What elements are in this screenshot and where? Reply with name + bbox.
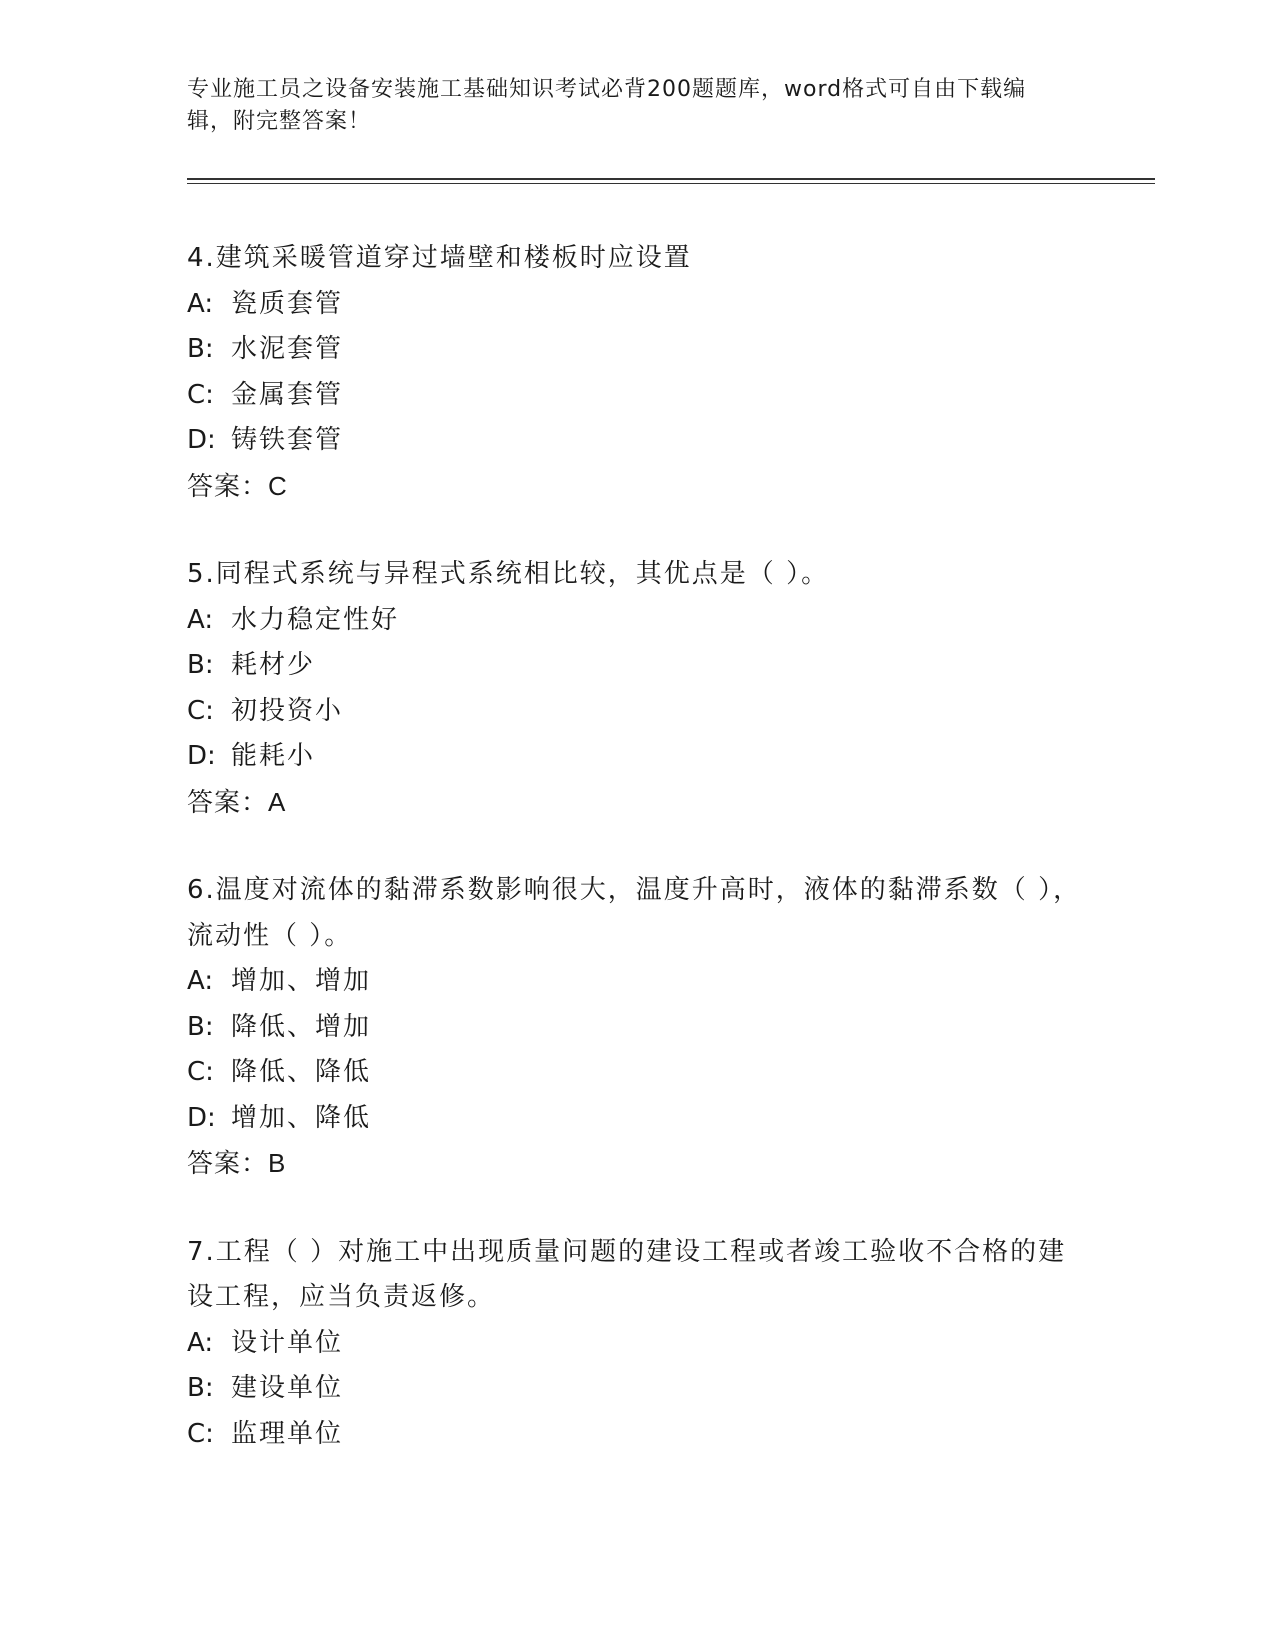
- document-header: [187, 74, 1067, 138]
- option-letter: D:: [187, 741, 216, 771]
- answer-line: 答案：A: [187, 786, 287, 817]
- option-text: 瓷质套管: [231, 288, 344, 319]
- option-letter: B:: [187, 650, 214, 680]
- option-c: [187, 689, 1087, 735]
- option-letter: B:: [187, 1011, 214, 1042]
- option-text: 铸铁套管: [231, 425, 344, 455]
- option-letter: A:: [187, 1327, 214, 1358]
- option-b: [187, 1005, 1087, 1051]
- option-letter: C:: [187, 695, 214, 726]
- option-text: 降低、增加: [231, 1011, 372, 1042]
- option-b: [187, 1366, 1087, 1412]
- option-letter: B:: [187, 334, 214, 364]
- question-list: [187, 236, 1087, 1500]
- question-4: [187, 236, 1087, 509]
- option-b: [187, 643, 1087, 689]
- option-d: [187, 1096, 1087, 1142]
- question-7: [187, 1230, 1087, 1458]
- option-letter: C:: [187, 1057, 214, 1087]
- option-b: [187, 327, 1087, 373]
- option-text: 水泥套管: [231, 334, 344, 364]
- option-text: 能耗小: [231, 741, 316, 771]
- option-text: 增加、降低: [231, 1102, 372, 1133]
- option-letter: A:: [187, 604, 214, 635]
- header-divider-thick: [187, 178, 1155, 180]
- option-letter: A:: [187, 288, 214, 319]
- option-text: 耗材少: [231, 650, 316, 680]
- option-text: 建设单位: [231, 1373, 344, 1403]
- option-a: [187, 282, 1087, 328]
- answer-line: 答案：C: [187, 470, 288, 501]
- option-a: [187, 598, 1087, 644]
- option-c: [187, 1412, 1087, 1458]
- option-text: 监理单位: [231, 1418, 344, 1449]
- option-letter: D:: [187, 425, 216, 455]
- option-text: 金属套管: [231, 379, 344, 410]
- question-text: 7.工程（ ）对施工中出现质量问题的建设工程或者竣工验收不合格的建设工程，应当负责返修。: [187, 1236, 1067, 1312]
- option-d: [187, 734, 1087, 780]
- option-letter: B:: [187, 1373, 214, 1403]
- question-text: 5.同程式系统与异程式系统相比较，其优点是（ ）。: [187, 559, 830, 589]
- question-6: [187, 868, 1087, 1187]
- option-a: [187, 959, 1087, 1005]
- question-text: 4.建筑采暖管道穿过墙壁和楼板时应设置: [187, 243, 692, 273]
- option-a: [187, 1321, 1087, 1367]
- option-d: [187, 418, 1087, 464]
- option-letter: C:: [187, 379, 214, 410]
- option-letter: D:: [187, 1102, 216, 1133]
- option-text: 水力稳定性好: [231, 604, 400, 635]
- option-letter: A:: [187, 966, 214, 996]
- header-divider-thin: [187, 183, 1155, 184]
- question-5: [187, 552, 1087, 825]
- option-text: 增加、增加: [231, 966, 372, 996]
- question-text: 6.温度对流体的黏滞系数影响很大，温度升高时，液体的黏滞系数（ ），流动性（ ）。: [187, 875, 1082, 951]
- answer-line: 答案：B: [187, 1148, 287, 1178]
- header-title: 专业施工员之设备安装施工基础知识考试必背200题题库，word格式可自由下载编辑，附完整答案！: [187, 77, 1027, 134]
- option-letter: C:: [187, 1418, 214, 1449]
- option-c: [187, 373, 1087, 419]
- option-text: 降低、降低: [231, 1057, 372, 1087]
- option-text: 初投资小: [231, 695, 344, 726]
- option-c: [187, 1050, 1087, 1096]
- option-text: 设计单位: [231, 1327, 344, 1358]
